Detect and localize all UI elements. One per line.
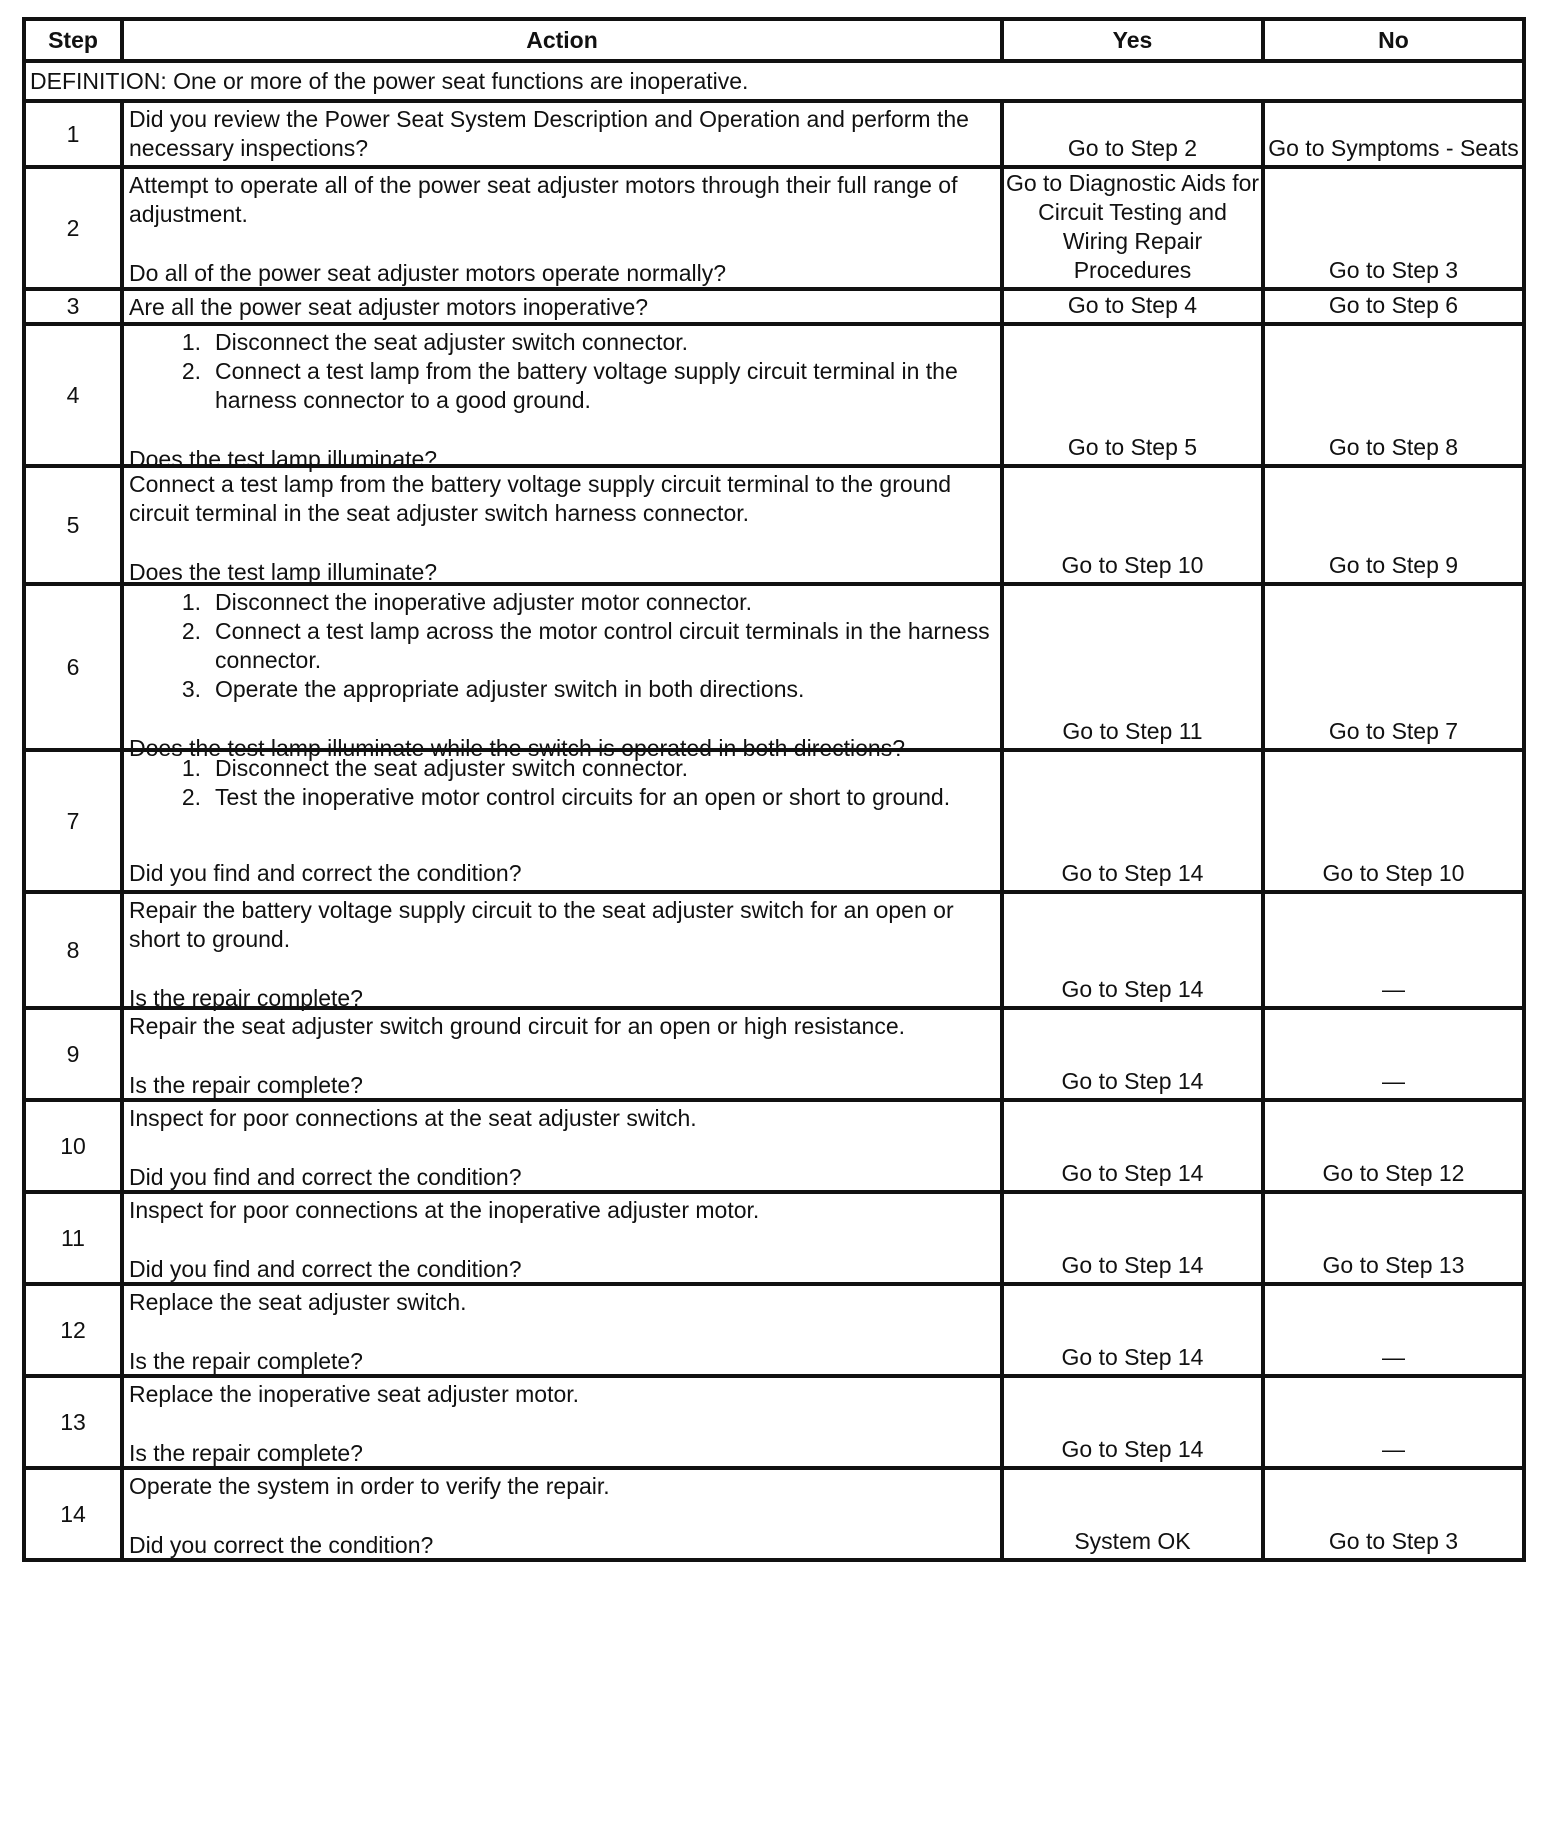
action-content [129, 1472, 996, 1556]
no-result: — [1263, 1284, 1524, 1376]
action-question: Is the repair complete? [129, 1440, 363, 1466]
yes-result: Go to Diagnostic Aids for Circuit Testing and Wiring Repair Procedures [1002, 167, 1263, 289]
action-content [129, 105, 996, 163]
action-cell [122, 289, 1002, 324]
yes-result: Go to Step 14 [1002, 1284, 1263, 1376]
action-body [129, 1196, 996, 1225]
yes-result: Go to Step 14 [1002, 1376, 1263, 1468]
action-content [129, 470, 996, 585]
yes-result: Go to Step 14 [1002, 1192, 1263, 1284]
step-number: 4 [24, 324, 122, 466]
action-content [129, 754, 996, 888]
yes-result: Go to Step 2 [1002, 101, 1263, 167]
yes-result: Go to Step 5 [1002, 324, 1263, 466]
action-content [129, 1288, 996, 1372]
action-text: Inspect for poor connections at the inoperative adjuster motor. [129, 1197, 760, 1223]
step-row [24, 1376, 1524, 1468]
yes-result: System OK [1002, 1468, 1263, 1560]
action-body [129, 1288, 996, 1317]
action-text: Operate the system in order to verify the repair. [129, 1473, 610, 1499]
action-cell [122, 101, 1002, 167]
step-row [24, 289, 1524, 324]
step-row [24, 101, 1524, 167]
action-content [129, 1012, 996, 1096]
action-step-number: 3. [181, 676, 201, 702]
step-row [24, 750, 1524, 892]
action-cell [122, 1284, 1002, 1376]
step-row [24, 324, 1524, 466]
action-text: Repair the seat adjuster switch ground circuit for an open or high resistance. [129, 1013, 906, 1039]
action-body [129, 1380, 996, 1409]
diagnostic-table [22, 17, 1526, 1562]
yes-result: Go to Step 14 [1002, 1100, 1263, 1192]
yes-result: Go to Step 14 [1002, 750, 1263, 892]
action-step-text: Disconnect the inoperative adjuster motor connector. [215, 589, 752, 615]
step-row [24, 466, 1524, 584]
definition-text: DEFINITION: One or more of the power seat functions are inoperative. [24, 61, 1524, 101]
action-steps-list [129, 754, 996, 812]
action-step-text: Connect a test lamp from the battery voltage supply circuit terminal in the harness connector to a good ground. [215, 358, 958, 413]
action-step-item [129, 675, 996, 704]
action-content [129, 588, 996, 761]
step-row [24, 1468, 1524, 1560]
action-question: Is the repair complete? [129, 985, 363, 1011]
action-body [129, 293, 996, 322]
step-number: 14 [24, 1468, 122, 1560]
yes-result: Go to Step 14 [1002, 892, 1263, 1008]
action-question: Did you find and correct the condition? [129, 1256, 522, 1282]
action-step-text: Disconnect the seat adjuster switch connector. [215, 755, 689, 781]
action-question: Is the repair complete? [129, 1072, 363, 1098]
action-question: Did you correct the condition? [129, 1532, 434, 1558]
no-result: Go to Step 6 [1263, 289, 1524, 324]
step-row [24, 1284, 1524, 1376]
step-number: 7 [24, 750, 122, 892]
action-question: Do all of the power seat adjuster motors operate normally? [129, 260, 727, 286]
action-step-number: 2. [181, 358, 201, 384]
action-cell [122, 1376, 1002, 1468]
action-text: Inspect for poor connections at the seat adjuster switch. [129, 1105, 697, 1131]
action-body [129, 470, 996, 528]
no-result: Go to Step 12 [1263, 1100, 1524, 1192]
step-number: 13 [24, 1376, 122, 1468]
action-cell [122, 167, 1002, 289]
action-body [129, 1104, 996, 1133]
no-result: Go to Step 3 [1263, 1468, 1524, 1560]
no-result: Go to Step 9 [1263, 466, 1524, 584]
action-cell [122, 892, 1002, 1011]
action-content [129, 293, 996, 319]
action-step-item [129, 617, 996, 675]
step-number: 11 [24, 1192, 122, 1284]
action-cell [122, 1468, 1002, 1560]
action-cell [122, 750, 1002, 892]
action-question: Does the test lamp illuminate? [129, 446, 438, 472]
action-text: Attempt to operate all of the power seat adjuster motors through their full range of adjustment. [129, 172, 958, 227]
no-result: — [1263, 1008, 1524, 1100]
action-step-item [129, 357, 996, 415]
no-result: Go to Step 10 [1263, 750, 1524, 892]
action-content [129, 896, 996, 1011]
no-result: — [1263, 1376, 1524, 1468]
action-body [129, 588, 996, 704]
action-body [129, 754, 996, 812]
header-action: Action [122, 19, 1002, 61]
no-result: Go to Step 7 [1263, 584, 1524, 750]
action-body [129, 896, 996, 954]
step-number: 9 [24, 1008, 122, 1100]
action-cell [122, 466, 1002, 584]
step-number: 8 [24, 892, 122, 1008]
action-text: Replace the inoperative seat adjuster motor. [129, 1381, 580, 1407]
action-question: Did you find and correct the condition? [129, 860, 522, 886]
action-body [129, 328, 996, 415]
action-step-item [129, 588, 996, 617]
action-content [129, 171, 996, 286]
no-result: Go to Symptoms - Seats [1263, 101, 1524, 167]
action-cell [122, 1008, 1002, 1100]
action-content [129, 1380, 996, 1464]
header-row [24, 19, 1524, 61]
action-step-item [129, 783, 996, 812]
action-text: Repair the battery voltage supply circuit to the seat adjuster switch for an open or short to ground. [129, 897, 954, 952]
action-content [129, 1196, 996, 1280]
action-step-number: 1. [181, 589, 201, 615]
step-number: 12 [24, 1284, 122, 1376]
action-cell [122, 324, 1002, 472]
yes-result: Go to Step 4 [1002, 289, 1263, 324]
action-question: Does the test lamp illuminate? [129, 559, 438, 585]
step-number: 5 [24, 466, 122, 584]
action-step-item [129, 328, 996, 357]
action-steps-list [129, 328, 996, 415]
action-step-text: Operate the appropriate adjuster switch in both directions. [215, 676, 805, 702]
action-step-text: Test the inoperative motor control circuits for an open or short to ground. [215, 784, 951, 810]
step-number: 10 [24, 1100, 122, 1192]
action-step-number: 2. [181, 618, 201, 644]
no-result: Go to Step 8 [1263, 324, 1524, 466]
action-step-number: 1. [181, 755, 201, 781]
definition-row [24, 61, 1524, 101]
yes-result: Go to Step 11 [1002, 584, 1263, 750]
step-row [24, 167, 1524, 289]
action-content [129, 1104, 996, 1188]
header-no: No [1263, 19, 1524, 61]
step-row [24, 1192, 1524, 1284]
action-cell [122, 1192, 1002, 1284]
action-question: Did you find and correct the condition? [129, 1164, 522, 1190]
action-question: Does the test lamp illuminate while the switch is operated in both directions? [129, 735, 906, 761]
step-row [24, 584, 1524, 750]
step-number: 2 [24, 167, 122, 289]
header-yes: Yes [1002, 19, 1263, 61]
yes-result: Go to Step 14 [1002, 1008, 1263, 1100]
action-step-number: 2. [181, 784, 201, 810]
action-step-text: Connect a test lamp across the motor control circuit terminals in the harness connector. [215, 618, 990, 673]
no-result: — [1263, 892, 1524, 1008]
action-question: Is the repair complete? [129, 1348, 363, 1374]
step-number: 1 [24, 101, 122, 167]
action-text: Connect a test lamp from the battery voltage supply circuit terminal to the ground circuit terminal in the seat adjuster switch harness connector. [129, 471, 952, 526]
yes-result: Go to Step 10 [1002, 466, 1263, 584]
action-text: Are all the power seat adjuster motors inoperative? [129, 294, 649, 320]
step-row [24, 1100, 1524, 1192]
step-row [24, 1008, 1524, 1100]
no-result: Go to Step 3 [1263, 167, 1524, 289]
action-cell [122, 1100, 1002, 1192]
header-step: Step [24, 19, 122, 61]
action-step-item [129, 754, 996, 783]
action-step-number: 1. [181, 329, 201, 355]
action-body [129, 1012, 996, 1041]
action-content [129, 328, 996, 472]
action-cell [122, 584, 1002, 761]
action-body [129, 1472, 996, 1501]
no-result: Go to Step 13 [1263, 1192, 1524, 1284]
action-text: Replace the seat adjuster switch. [129, 1289, 467, 1315]
action-step-text: Disconnect the seat adjuster switch connector. [215, 329, 689, 355]
step-number: 3 [24, 289, 122, 324]
action-body [129, 171, 996, 229]
action-steps-list [129, 588, 996, 704]
step-number: 6 [24, 584, 122, 750]
action-body [129, 105, 996, 163]
action-text: Did you review the Power Seat System Description and Operation and perform the necessary inspections? [129, 106, 969, 161]
step-row [24, 892, 1524, 1008]
